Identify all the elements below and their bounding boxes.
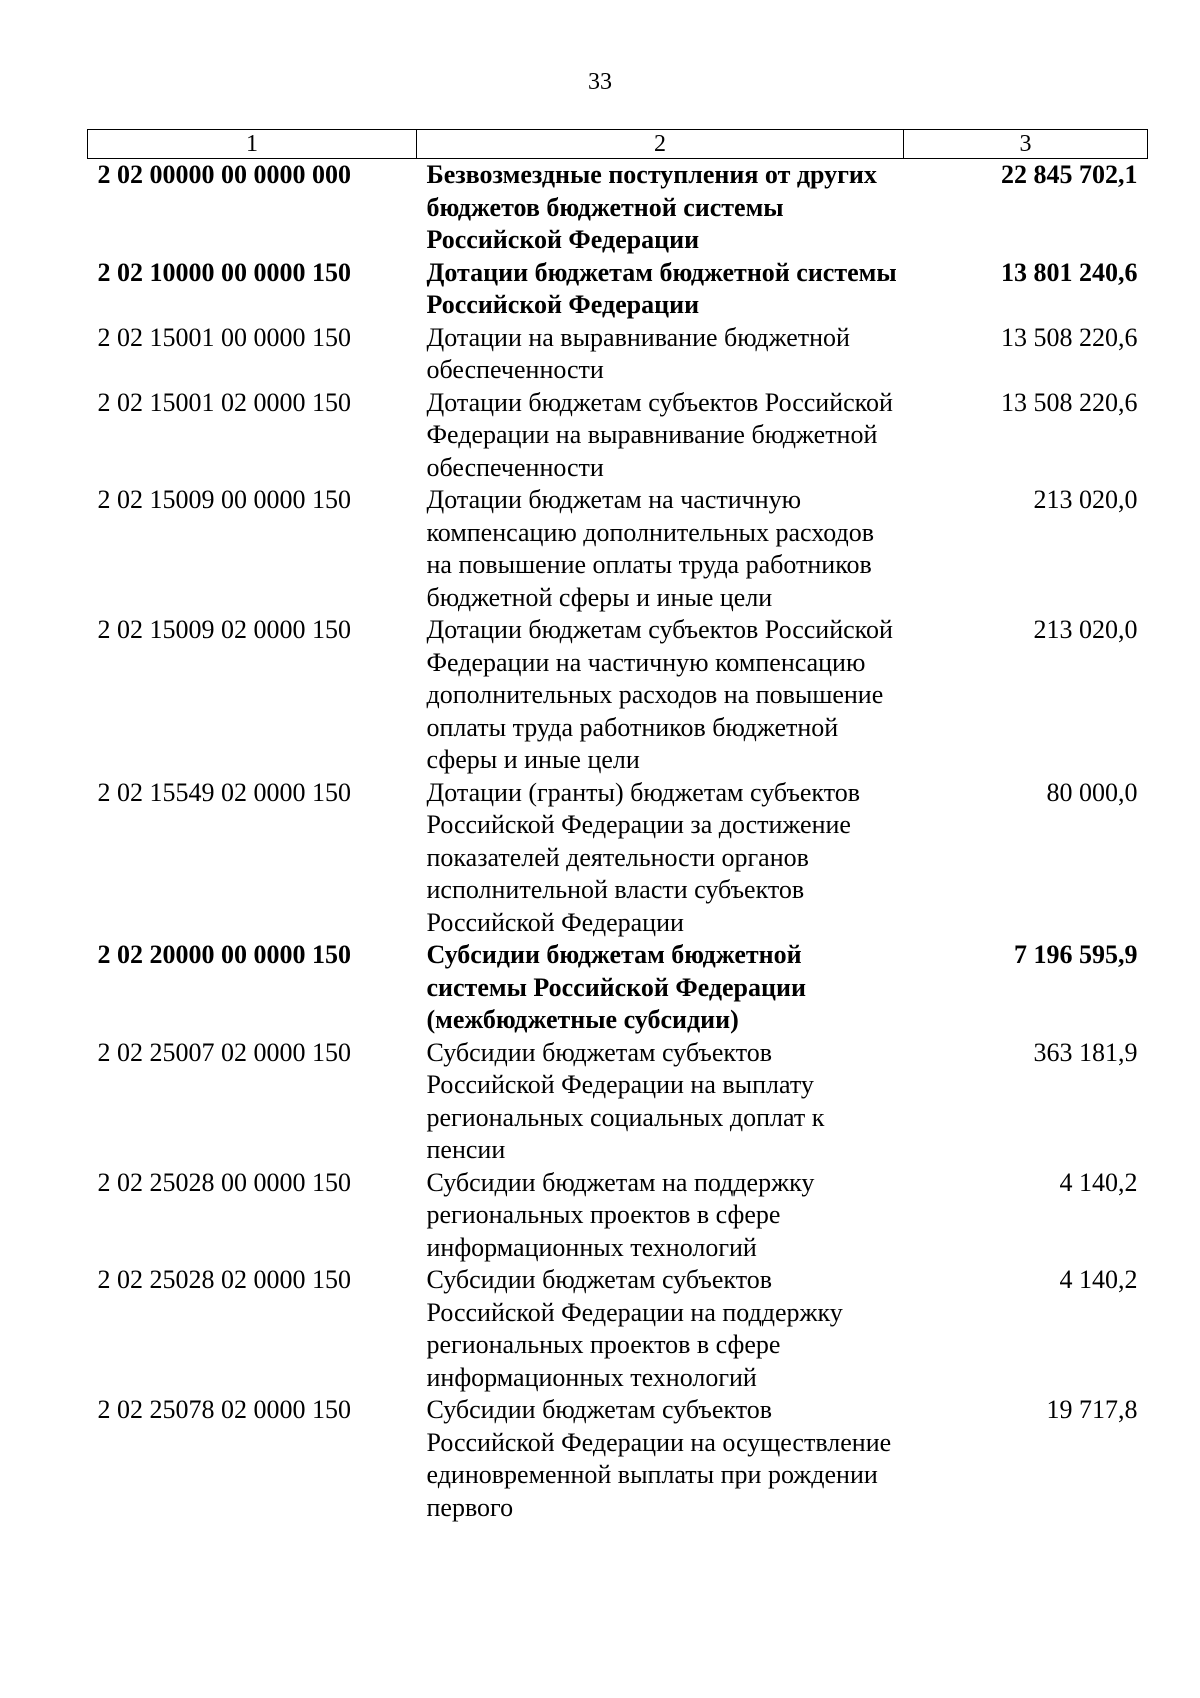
revenue-name-cell: Дотации бюджетам на частичную компенсацию дополнительных расходов на повышение оплаты труда работников бюджетной сферы и иные цели [426, 485, 875, 612]
budget-code-cell: 2 02 15001 02 0000 150 [97, 387, 351, 417]
budget-code-cell: 2 02 15009 02 0000 150 [97, 615, 351, 644]
revenue-name-cell: Субсидии бюджетам бюджетной системы Российской Федерации (межбюджетные субсидии) [426, 940, 806, 1034]
budget-code-cell: 2 02 25028 02 0000 150 [97, 1265, 351, 1294]
table-row [88, 777, 1148, 940]
page-number: 33 [588, 69, 612, 95]
budget-code-cell: 2 02 10000 00 0000 150 [97, 257, 351, 287]
budget-code-cell: 2 02 25028 00 0000 150 [97, 1167, 351, 1197]
revenue-name-cell: Субсидии бюджетам субъектов Российской Федерации на осуществление единовременной выплаты при рождении первого [426, 1395, 892, 1522]
table-row [88, 322, 1148, 387]
table-body [88, 159, 1148, 1525]
revenue-name-cell: Дотации бюджетам субъектов Российской Федерации на частичную компенсацию дополнительных расходов на повышение оплаты труда работников бюджетной сферы и иные цели [426, 615, 893, 774]
budget-code-cell: 2 02 25007 02 0000 150 [97, 1037, 351, 1067]
table-row [88, 939, 1148, 1037]
column-number-header-row [88, 130, 1148, 159]
amount-cell: 213 020,0 [1033, 615, 1138, 644]
amount-cell: 19 717,8 [1046, 1395, 1138, 1424]
table-row [88, 614, 1148, 777]
revenue-name-cell: Субсидии бюджетам на поддержку региональных проектов в сфере информационных технологий [426, 1167, 815, 1262]
amount-cell: 13 508 220,6 [1001, 387, 1138, 417]
budget-revenue-table [87, 129, 1148, 1524]
amount-cell: 13 801 240,6 [1001, 257, 1138, 287]
budget-revenue-table-container [87, 129, 1147, 1524]
revenue-name-cell: Субсидии бюджетам субъектов Российской Федерации на поддержку региональных проектов в сфере информационных технологий [426, 1265, 843, 1392]
column-header-3: 3 [904, 130, 1148, 159]
revenue-name-cell: Субсидии бюджетам субъектов Российской Федерации на выплату региональных социальных доплат к пенсии [426, 1037, 825, 1164]
column-header-2: 2 [417, 130, 904, 159]
budget-code-cell: 2 02 15549 02 0000 150 [97, 777, 351, 807]
table-row [88, 159, 1148, 257]
table-row [88, 387, 1148, 485]
table-row [88, 257, 1148, 322]
table-row [88, 1037, 1148, 1167]
column-header-1: 1 [88, 130, 417, 159]
table-row [88, 484, 1148, 614]
budget-code-cell: 2 02 20000 00 0000 150 [97, 940, 351, 969]
amount-cell: 22 845 702,1 [1001, 160, 1138, 189]
amount-cell: 7 196 595,9 [1014, 940, 1138, 969]
amount-cell: 80 000,0 [1046, 777, 1138, 807]
revenue-name-cell: Дотации бюджетам субъектов Российской Федерации на выравнивание бюджетной обеспеченности [426, 387, 893, 482]
budget-code-cell: 2 02 00000 00 0000 000 [97, 160, 351, 189]
budget-code-cell: 2 02 15001 00 0000 150 [97, 322, 351, 352]
amount-cell: 4 140,2 [1059, 1265, 1138, 1294]
table-row [88, 1264, 1148, 1394]
revenue-name-cell: Безвозмездные поступления от других бюджетов бюджетной системы Российской Федерации [426, 160, 877, 254]
amount-cell: 13 508 220,6 [1001, 322, 1138, 352]
amount-cell: 363 181,9 [1033, 1037, 1138, 1067]
budget-code-cell: 2 02 25078 02 0000 150 [97, 1395, 351, 1424]
revenue-name-cell: Дотации (гранты) бюджетам субъектов Российской Федерации за достижение показателей деятельности органов исполнительной власти субъектов Российской Федерации [426, 777, 861, 937]
table-row [88, 1167, 1148, 1265]
table-row [88, 1394, 1148, 1524]
budget-code-cell: 2 02 15009 00 0000 150 [97, 485, 351, 514]
revenue-name-cell: Дотации на выравнивание бюджетной обеспеченности [426, 322, 850, 384]
revenue-name-cell: Дотации бюджетам бюджетной системы Российской Федерации [426, 257, 897, 319]
amount-cell: 213 020,0 [1033, 485, 1138, 514]
amount-cell: 4 140,2 [1059, 1167, 1138, 1197]
